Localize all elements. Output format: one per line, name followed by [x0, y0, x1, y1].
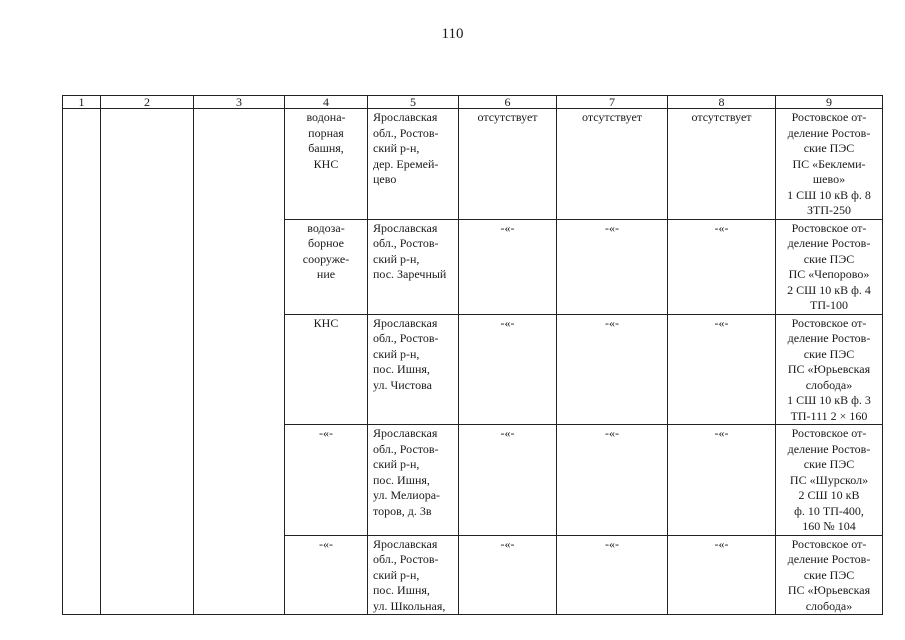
- col7-cell: -«-: [557, 535, 668, 615]
- column-header: 3: [194, 96, 285, 109]
- col6-cell: -«-: [459, 314, 557, 425]
- col7-cell: -«-: [557, 219, 668, 314]
- supply-cell: Ростовское от- деление Ростов- ские ПЭС ПС «Юрьевская слобода» 1 СШ 10 кВ ф. 3 ТП-111 2 × 160: [776, 314, 883, 425]
- col6-cell: отсутствует: [459, 109, 557, 220]
- column-header: 1: [63, 96, 101, 109]
- page-number: 110: [441, 26, 464, 42]
- table-row: [63, 109, 883, 220]
- column-header: 5: [368, 96, 459, 109]
- data-table: [62, 95, 883, 615]
- column-header: 4: [285, 96, 368, 109]
- col6-cell: -«-: [459, 425, 557, 536]
- address-cell: Ярославская обл., Ростов- ский р-н, пос. Заречный: [368, 219, 459, 314]
- col6-cell: -«-: [459, 219, 557, 314]
- object-cell: водоза- борное сооруже- ние: [285, 219, 368, 314]
- address-cell: Ярославская обл., Ростов- ский р-н, пос. Ишня, ул. Школьная,: [368, 535, 459, 615]
- address-cell: Ярославская обл., Ростов- ский р-н, пос. Ишня, ул. Мелиора- торов, д. 3в: [368, 425, 459, 536]
- address-cell: Ярославская обл., Ростов- ский р-н, пос. Ишня, ул. Чистова: [368, 314, 459, 425]
- col6-cell: -«-: [459, 535, 557, 615]
- supply-cell: Ростовское от- деление Ростов- ские ПЭС ПС «Шурскол» 2 СШ 10 кВ ф. 10 ТП-400, 160 № 104: [776, 425, 883, 536]
- object-cell: водона- порная башня, КНС: [285, 109, 368, 220]
- address-cell: Ярославская обл., Ростов- ский р-н, дер. Еремей- цево: [368, 109, 459, 220]
- column-header: 2: [101, 96, 194, 109]
- col3-merged-cell: [194, 109, 285, 615]
- col8-cell: -«-: [668, 219, 776, 314]
- column-header: 9: [776, 96, 883, 109]
- col8-cell: отсутствует: [668, 109, 776, 220]
- supply-cell: Ростовское от- деление Ростов- ские ПЭС ПС «Чепорово» 2 СШ 10 кВ ф. 4 ТП-100: [776, 219, 883, 314]
- col7-cell: отсутствует: [557, 109, 668, 220]
- col2-merged-cell: [101, 109, 194, 615]
- object-cell: -«-: [285, 425, 368, 536]
- col7-cell: -«-: [557, 425, 668, 536]
- col8-cell: -«-: [668, 425, 776, 536]
- column-header: 6: [459, 96, 557, 109]
- object-cell: КНС: [285, 314, 368, 425]
- col8-cell: -«-: [668, 314, 776, 425]
- supply-cell: Ростовское от- деление Ростов- ские ПЭС ПС «Беклеми- шево» 1 СШ 10 кВ ф. 8 ЗТП-250: [776, 109, 883, 220]
- col1-merged-cell: [63, 109, 101, 615]
- col7-cell: -«-: [557, 314, 668, 425]
- table-header-row: [63, 96, 883, 109]
- object-cell: -«-: [285, 535, 368, 615]
- col8-cell: -«-: [668, 535, 776, 615]
- column-header: 7: [557, 96, 668, 109]
- supply-cell: Ростовское от- деление Ростов- ские ПЭС ПС «Юрьевская слобода»: [776, 535, 883, 615]
- column-header: 8: [668, 96, 776, 109]
